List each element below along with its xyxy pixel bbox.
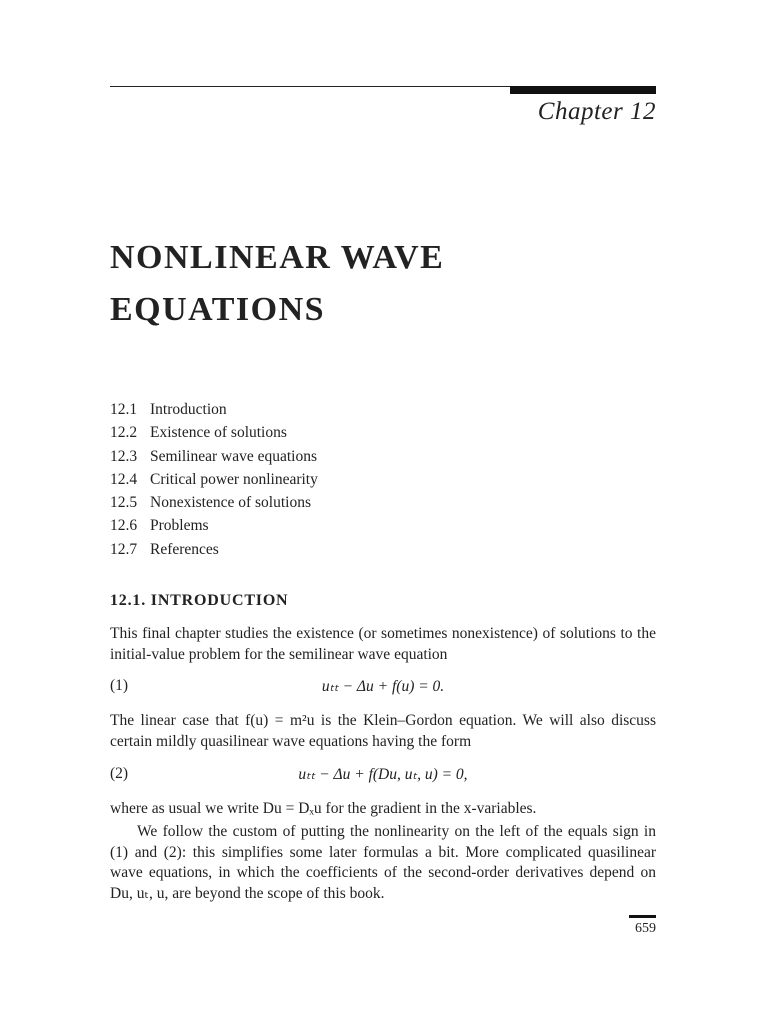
footer-rule bbox=[629, 915, 656, 918]
toc-number: 12.7 bbox=[110, 540, 138, 558]
paragraph-custom: We follow the custom of putting the nonlinearity on the left of the equals sign in (1) and (2): this simplifies some later formulas a bit. More complicated quasilinear wave equations, in which the coefficients of the second-order derivatives depend on Du, uₜ, u, are beyond the scope of this book. bbox=[110, 823, 656, 902]
toc-item bbox=[110, 541, 318, 564]
toc-label: Semilinear wave equations bbox=[150, 447, 318, 465]
toc-item bbox=[110, 401, 318, 424]
toc-number: 12.3 bbox=[110, 447, 138, 465]
paragraph-intro: This final chapter studies the existence (or sometimes nonexistence) of solutions to the initial-value problem for the semilinear wave equation bbox=[110, 625, 656, 663]
toc-item bbox=[110, 471, 318, 494]
paragraph-gradient: where as usual we write Du = Dₓu for the gradient in the x-variables. bbox=[110, 800, 537, 817]
equation-body: uₜₜ − Δu + f(u) = 0. bbox=[321, 678, 445, 695]
toc-label: Nonexistence of solutions bbox=[150, 494, 312, 512]
equation-number: (1) bbox=[110, 677, 129, 694]
header-rule bbox=[110, 86, 510, 87]
paragraph-klein-gordon: The linear case that f(u) = m²u is the Klein–Gordon equation. We will also discuss certain mildly quasilinear wave equations having the form bbox=[110, 712, 656, 750]
section-heading: 12.1. INTRODUCTION bbox=[110, 592, 289, 609]
toc-label: Introduction bbox=[150, 401, 227, 418]
toc-number: 12.1 bbox=[110, 401, 138, 418]
toc-item bbox=[110, 424, 318, 447]
chapter-title-line2: EQUATIONS bbox=[110, 291, 326, 328]
toc-number: 12.4 bbox=[110, 470, 138, 488]
toc-label: Critical power nonlinearity bbox=[150, 470, 318, 488]
chapter-title-line1: NONLINEAR WAVE bbox=[110, 239, 445, 276]
toc-item bbox=[110, 494, 318, 517]
toc-label: Existence of solutions bbox=[150, 424, 287, 442]
table-of-contents bbox=[110, 401, 318, 564]
page-number: 659 bbox=[635, 921, 656, 936]
toc-item bbox=[110, 517, 318, 540]
equation-body: uₜₜ − Δu + f(Du, uₜ, u) = 0, bbox=[298, 766, 468, 783]
chapter-label: Chapter 12 bbox=[537, 98, 656, 125]
toc-label: References bbox=[150, 540, 219, 558]
chapter-title bbox=[110, 232, 670, 336]
toc-number: 12.6 bbox=[110, 517, 138, 535]
toc-label: Problems bbox=[150, 517, 209, 535]
toc-number: 12.5 bbox=[110, 494, 138, 512]
header-rule-thick bbox=[510, 86, 656, 94]
equation-number: (2) bbox=[110, 765, 129, 782]
toc-item bbox=[110, 448, 318, 471]
toc-number: 12.2 bbox=[110, 424, 138, 442]
